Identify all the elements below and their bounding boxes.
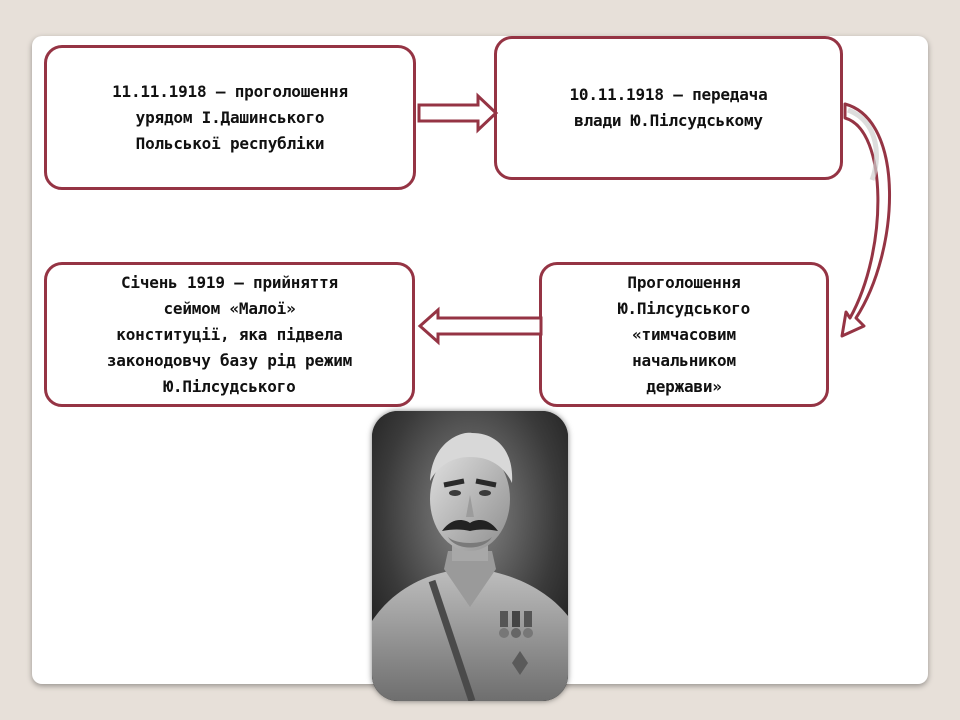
event-box-proclamation-republic: [44, 45, 416, 190]
event-text-temporary-chief: Проголошення Ю.Пілсудського «тимчасовим начальником держави»: [617, 272, 751, 396]
event-text-transfer-power: 10.11.1918 – передача влади Ю.Пілсудському: [569, 85, 768, 130]
event-box-temporary-chief: [539, 262, 829, 407]
event-text-proclamation-republic: 11.11.1918 – проголошення урядом І.Дашинського Польської республіки: [112, 81, 348, 153]
portrait-illustration: [372, 411, 568, 701]
portrait-photo: [372, 411, 568, 701]
event-text-small-constitution: Січень 1919 – прийняття сеймом «Малої» конституції, яка підвела законодовчу базу рід режим Ю.Пілсудського: [106, 272, 353, 396]
event-box-transfer-power: [494, 36, 843, 180]
event-box-small-constitution: [44, 262, 415, 407]
